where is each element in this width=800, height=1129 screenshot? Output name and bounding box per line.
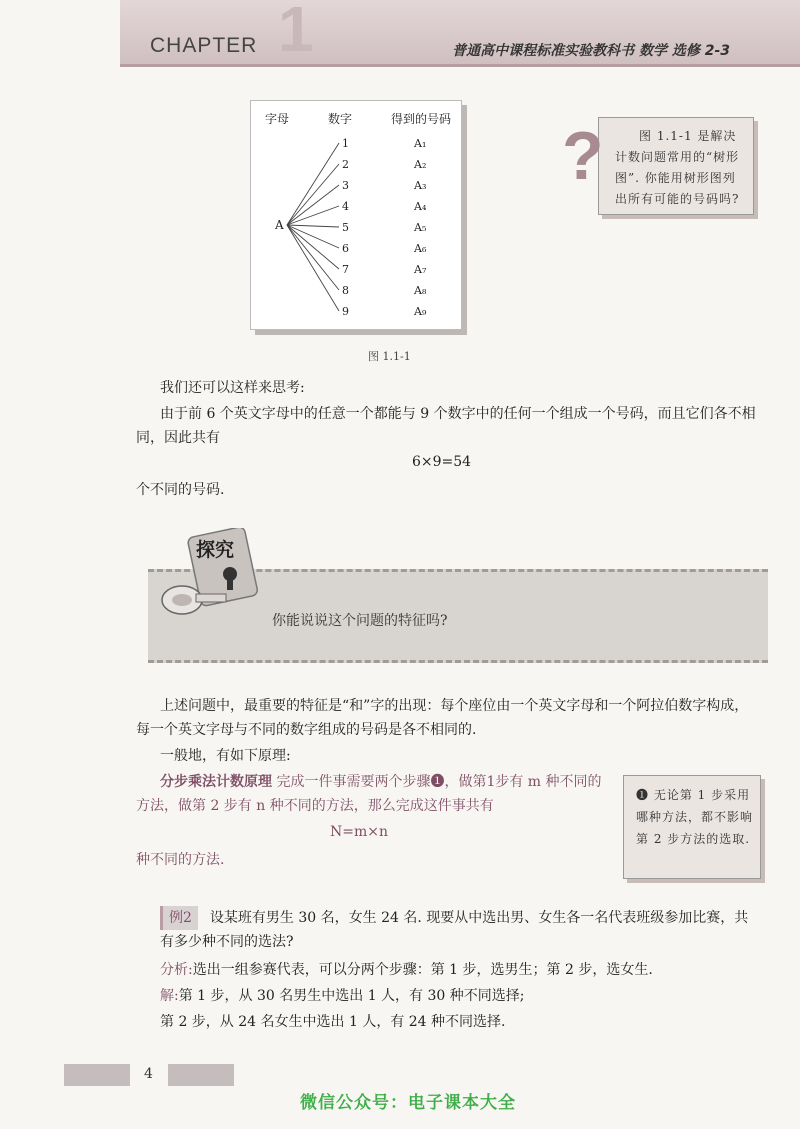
tree-code-label: A₄ bbox=[414, 200, 427, 213]
tree-digit-label: 4 bbox=[342, 200, 349, 213]
tree-branch-line bbox=[287, 185, 339, 225]
book-title: 普通高中课程标准实验教科书 数学 选修 2-3 bbox=[452, 43, 730, 59]
example-tag: 例2 bbox=[160, 906, 198, 930]
tree-diagram-figure bbox=[250, 100, 462, 330]
tree-branch-line bbox=[287, 225, 339, 248]
watermark-text: 微信公众号：电子课本大全 bbox=[300, 1093, 516, 1113]
tree-code-label: A₈ bbox=[414, 284, 427, 297]
page-number: 4 bbox=[144, 1066, 153, 1082]
tree-digit-label: 1 bbox=[342, 137, 349, 150]
footnote-text: ❶ 无论第 1 步采用哪种方法，都不影响第 2 步方法的选取. bbox=[636, 788, 754, 846]
tree-code-label: A₆ bbox=[414, 242, 427, 255]
tree-branch-line bbox=[287, 225, 339, 290]
example-text: 设某班有男生 30 名，女生 24 名. 现要从中选出男、女生各一名代表班级参加比赛，共有多少种不同的选法? bbox=[160, 910, 749, 950]
example-solution-step2: 第 2 步，从 24 名女生中选出 1 人，有 24 种不同选择. bbox=[160, 1014, 506, 1030]
principle-body: 完成一件事需要两个步骤❶，做第1步有 m 种不同的方法，做第 2 步有 n 种不同的方法，那么完成这件事共有 bbox=[136, 774, 602, 814]
footer-bar-right bbox=[168, 1064, 234, 1086]
explore-question: 你能说说这个问题的特征吗? bbox=[272, 613, 448, 629]
figure-caption: 图 1.1-1 bbox=[368, 350, 411, 363]
tree-digit-label: 9 bbox=[342, 305, 349, 318]
example-analysis bbox=[160, 958, 760, 982]
tree-code-label: A₁ bbox=[414, 137, 427, 150]
tree-branches bbox=[287, 137, 427, 318]
chapter-number: 1 bbox=[278, 0, 314, 65]
formula-product: 6×9=54 bbox=[412, 454, 472, 470]
tree-digit-label: 6 bbox=[342, 242, 349, 255]
explore-title: 探究 bbox=[196, 539, 235, 561]
tree-digit-label: 8 bbox=[342, 284, 349, 297]
principle-formula: N=m×n bbox=[330, 824, 389, 840]
tree-diagram bbox=[251, 101, 461, 329]
question-mark-icon: ? bbox=[562, 118, 604, 194]
tree-branch-line bbox=[287, 225, 339, 311]
principle-ending: 种不同的方法. bbox=[136, 852, 225, 868]
tree-code-label: A₇ bbox=[414, 263, 427, 276]
tree-code-label: A₂ bbox=[414, 158, 427, 171]
example-2 bbox=[160, 906, 760, 954]
solution-text-1: 第 1 步，从 30 名男生中选出 1 人，有 30 种不同选择; bbox=[178, 988, 525, 1004]
tree-code-label: A₃ bbox=[414, 179, 427, 192]
tree-digit-label: 5 bbox=[342, 221, 349, 234]
side-note-text: 图 1.1-1 是解决计数问题常用的“树形图”. 你能用树形图列出所有可能的号码吗? bbox=[615, 129, 740, 206]
paragraph-reasoning: 由于前 6 个英文字母中的任意一个都能与 9 个数字中的任何一个组成一个号码，而且它们各不相同，因此共有 bbox=[136, 406, 756, 446]
chapter-label: CHAPTER bbox=[150, 34, 258, 57]
footnote-box bbox=[623, 775, 761, 879]
paragraph-general: 一般地，有如下原理: bbox=[160, 748, 291, 764]
column-digit-label: 数字 bbox=[328, 112, 353, 126]
column-code-label: 得到的号码 bbox=[391, 112, 452, 126]
footer-bar-left bbox=[64, 1064, 130, 1086]
tree-digit-label: 2 bbox=[342, 158, 349, 171]
tree-branch-line bbox=[287, 225, 339, 227]
column-letter-label: 字母 bbox=[265, 112, 290, 126]
example-solution-step1 bbox=[160, 984, 760, 1008]
page-header bbox=[120, 0, 800, 67]
paragraph-intro: 我们还可以这样来思考: bbox=[160, 380, 305, 396]
analysis-label: 分析: bbox=[160, 962, 193, 978]
tree-digit-label: 3 bbox=[342, 179, 349, 192]
tree-branch-line bbox=[287, 143, 339, 225]
paragraph-conclusion: 个不同的号码. bbox=[136, 482, 225, 498]
tree-code-label: A₅ bbox=[414, 221, 427, 234]
analysis-text: 选出一组参赛代表，可以分两个步骤：第 1 步，选男生；第 2 步，选女生. bbox=[192, 962, 653, 978]
principle-text bbox=[136, 770, 606, 818]
solution-label: 解: bbox=[160, 988, 179, 1004]
side-note bbox=[598, 117, 754, 215]
tree-digit-label: 7 bbox=[342, 263, 349, 276]
tree-branch-line bbox=[287, 225, 339, 269]
tree-code-label: A₉ bbox=[414, 305, 427, 318]
tree-root-label: A bbox=[275, 218, 284, 232]
principle-name: 分步乘法计数原理 bbox=[160, 774, 272, 790]
paragraph-feature: 上述问题中，最重要的特征是“和”字的出现：每个座位由一个英文字母和一个阿拉伯数字构成，每一个英文字母与不同的数字组成的号码是各不相同的. bbox=[136, 698, 749, 738]
